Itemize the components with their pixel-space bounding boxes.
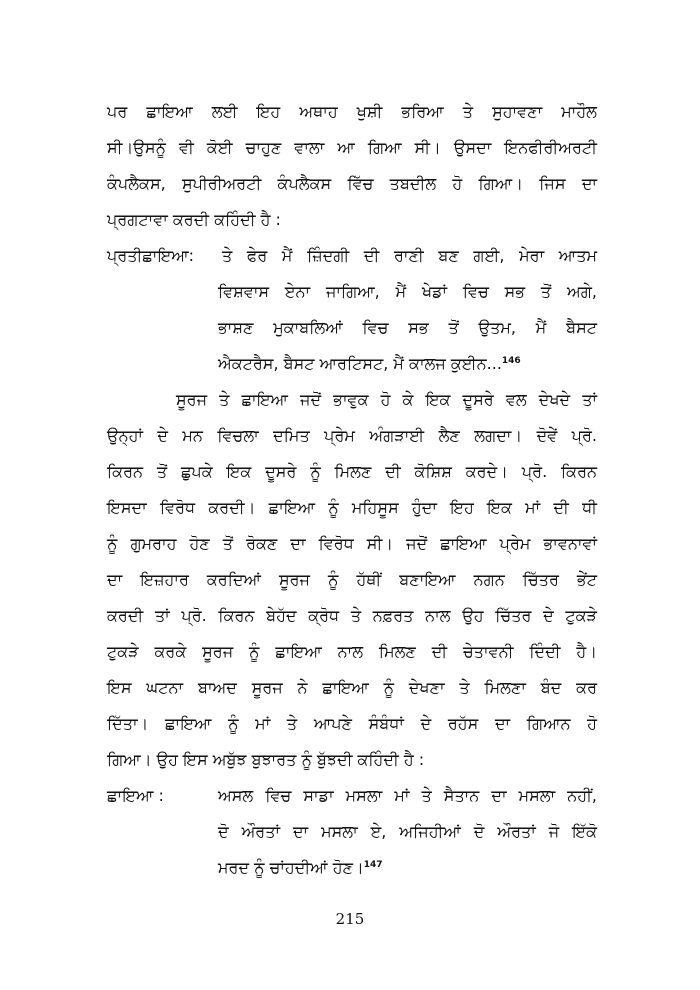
quote-2-line-3 (218, 858, 383, 878)
paragraph-2-line-11: ਗਿਆ। ਉਹ ਇਸ ਅਬੁੱਝ ਬੁਝਾਰਤ ਨੂੰ ਬੁੱਝਦੀ ਕਹਿੰਦੀ ਹੈ : (107, 750, 425, 769)
paragraph-2-line-7: ਕਰਦੀ ਤਾਂ ਪ੍ਰੋ. ਕਿਰਨ ਬੇਹੱਦ ਕ੍ਰੋਧ ਤੇ ਨਫ਼ਰਤ ਨਾਲ ਉਹ ਚਿੱਤਰ ਦੇ ਟੁਕੜੇ (107, 606, 597, 625)
quote-1-line-4 (218, 354, 521, 374)
paragraph-2-line-5: ਨੂੰ ਗੁਮਰਾਹ ਹੋਣ ਤੋਂ ਰੋਕਣ ਦਾ ਵਿਰੋਧ ਸੀ। ਜਦੋਂ ਛਾਇਆ ਪ੍ਰੇਮ ਭਾਵਨਾਵਾਂ (107, 534, 597, 553)
quote-1-speaker: ਪ੍ਰਤੀਛਾਇਆ: (107, 246, 195, 265)
paragraph-2-line-10: ਦਿੱਤਾ। ਛਾਇਆ ਨੂੰ ਮਾਂ ਤੇ ਆਪਣੇ ਸੰਬੰਧਾਂ ਦੇ ਰਹੱਸ ਦਾ ਗਿਆਨ ਹੋ (107, 714, 597, 733)
paragraph-1-line-2: ਸੀ।ਉਸਨੂੰ ਵੀ ਕੋਈ ਚਾਹੁਣ ਵਾਲਾ ਆ ਗਿਆ ਸੀ। ਉਸਦਾ ਇਨਫੀਰੀਅਰਟੀ (107, 138, 597, 157)
paragraph-2-line-4: ਇਸਦਾ ਵਿਰੋਧ ਕਰਦੀ। ਛਾਇਆ ਨੂੰ ਮਹਿਸੂਸ ਹੁੰਦਾ ਇਹ ਇਕ ਮਾਂ ਦੀ ਧੀ (107, 498, 597, 517)
paragraph-1-line-4: ਪ੍ਰਗਟਾਵਾ ਕਰਦੀ ਕਹਿੰਦੀ ਹੈ : (107, 210, 281, 229)
quote-2-speaker: ਛਾਇਆ : (107, 786, 164, 805)
paragraph-2-line-3: ਕਿਰਨ ਤੋਂ ਛੁਪਕੇ ਇਕ ਦੂਸਰੇ ਨੂੰ ਮਿਲਣ ਦੀ ਕੋਸ਼ਿਸ਼ ਕਰਦੇ। ਪ੍ਰੋ. ਕਿਰਨ (107, 462, 597, 481)
paragraph-2-line-1: ਸੂਰਜ ਤੇ ਛਾਇਆ ਜਦੋਂ ਭਾਵੁਕ ਹੋ ਕੇ ਇਕ ਦੂਸਰੇ ਵਲ ਦੇਖਦੇ ਤਾਂ (176, 390, 597, 409)
paragraph-2-line-6: ਦਾ ਇਜ਼ਹਾਰ ਕਰਦਿਆਂ ਸੂਰਜ ਨੂੰ ਹੱਥੀਂ ਬਣਾਇਆ ਨਗਨ ਚਿੱਤਰ ਭੇਂਟ (107, 570, 597, 589)
quote-1-line-3: ਭਾਸ਼ਣ ਮੁਕਾਬਲਿਆਂ ਵਿਚ ਸਭ ਤੋਂ ਉਤਮ, ਮੈਂ ਬੈਸਟ (218, 318, 597, 337)
paragraph-2-line-2: ਉਨ੍ਹਾਂ ਦੇ ਮਨ ਵਿਚਲਾ ਦਮਿਤ ਪ੍ਰੇਮ ਅੰਗੜਾਈ ਲੈਣ ਲਗਦਾ। ਦੋਵੇਂ ਪ੍ਰੋ. (107, 426, 597, 445)
footnote-146: 146 (501, 356, 521, 366)
paragraph-2-line-9: ਇਸ ਘਟਨਾ ਬਾਅਦ ਸੂਰਜ ਨੇ ਛਾਇਆ ਨੂੰ ਦੇਖਣਾ ਤੇ ਮਿਲਣਾ ਬੰਦ ਕਰ (107, 678, 597, 697)
paragraph-2-line-8: ਟੁਕੜੇ ਕਰਕੇ ਸੂਰਜ ਨੂੰ ਛਾਇਆ ਨਾਲ ਮਿਲਣ ਦੀ ਚੇਤਾਵਨੀ ਦਿੰਦੀ ਹੈ। (107, 642, 597, 661)
paragraph-1-line-3: ਕੰਪਲੈਕਸ, ਸੁਪੀਰੀਅਰਟੀ ਕੰਪਲੈਕਸ ਵਿੱਚ ਤਬਦੀਲ ਹੋ ਗਿਆ। ਜਿਸ ਦਾ (107, 174, 597, 193)
footnote-147: 147 (363, 860, 383, 870)
page-number: 215 (335, 910, 365, 928)
quote-2-line-3-text: ਮਰਦ ਨੂੰ ਚਾਂਹਦੀਆਂ ਹੋਣ। (218, 858, 364, 877)
quote-1-line-4-text: ਐਕਟਰੈਸ, ਬੈਸਟ ਆਰਟਿਸਟ, ਮੈਂ ਕਾਲਜ ਕੁਈਨ... (218, 354, 502, 373)
quote-2-line-2: ਦੋ ਔਰਤਾਂ ਦਾ ਮਸਲਾ ਏ, ਅਜਿਹੀਆਂ ਦੋ ਔਰਤਾਂ ਜੋ ਇੱਕੋ (218, 822, 597, 841)
quote-1-line-2: ਵਿਸ਼ਵਾਸ ਏਨਾ ਜਾਗਿਆ, ਮੈਂ ਖੇਡਾਂ ਵਿਚ ਸਭ ਤੋਂ ਅਗੇ, (218, 282, 597, 301)
quote-2-line-1: ਅਸਲ ਵਿਚ ਸਾਡਾ ਮਸਲਾ ਮਾਂ ਤੇ ਸੈਤਾਨ ਦਾ ਮਸਲਾ ਨਹੀਂ, (218, 786, 597, 805)
quote-1-line-1: ਤੇ ਫੇਰ ਮੈਂ ਜ਼ਿੰਦਗੀ ਦੀ ਰਾਣੀ ਬਣ ਗਈ, ਮੇਰਾ ਆਤਮ (222, 246, 597, 265)
paragraph-1-line-1: ਪਰ ਛਾਇਆ ਲਈ ਇਹ ਅਥਾਹ ਖੁਸ਼ੀ ਭਰਿਆ ਤੇ ਸੁਹਾਵਣਾ ਮਾਹੌਲ (107, 102, 597, 121)
